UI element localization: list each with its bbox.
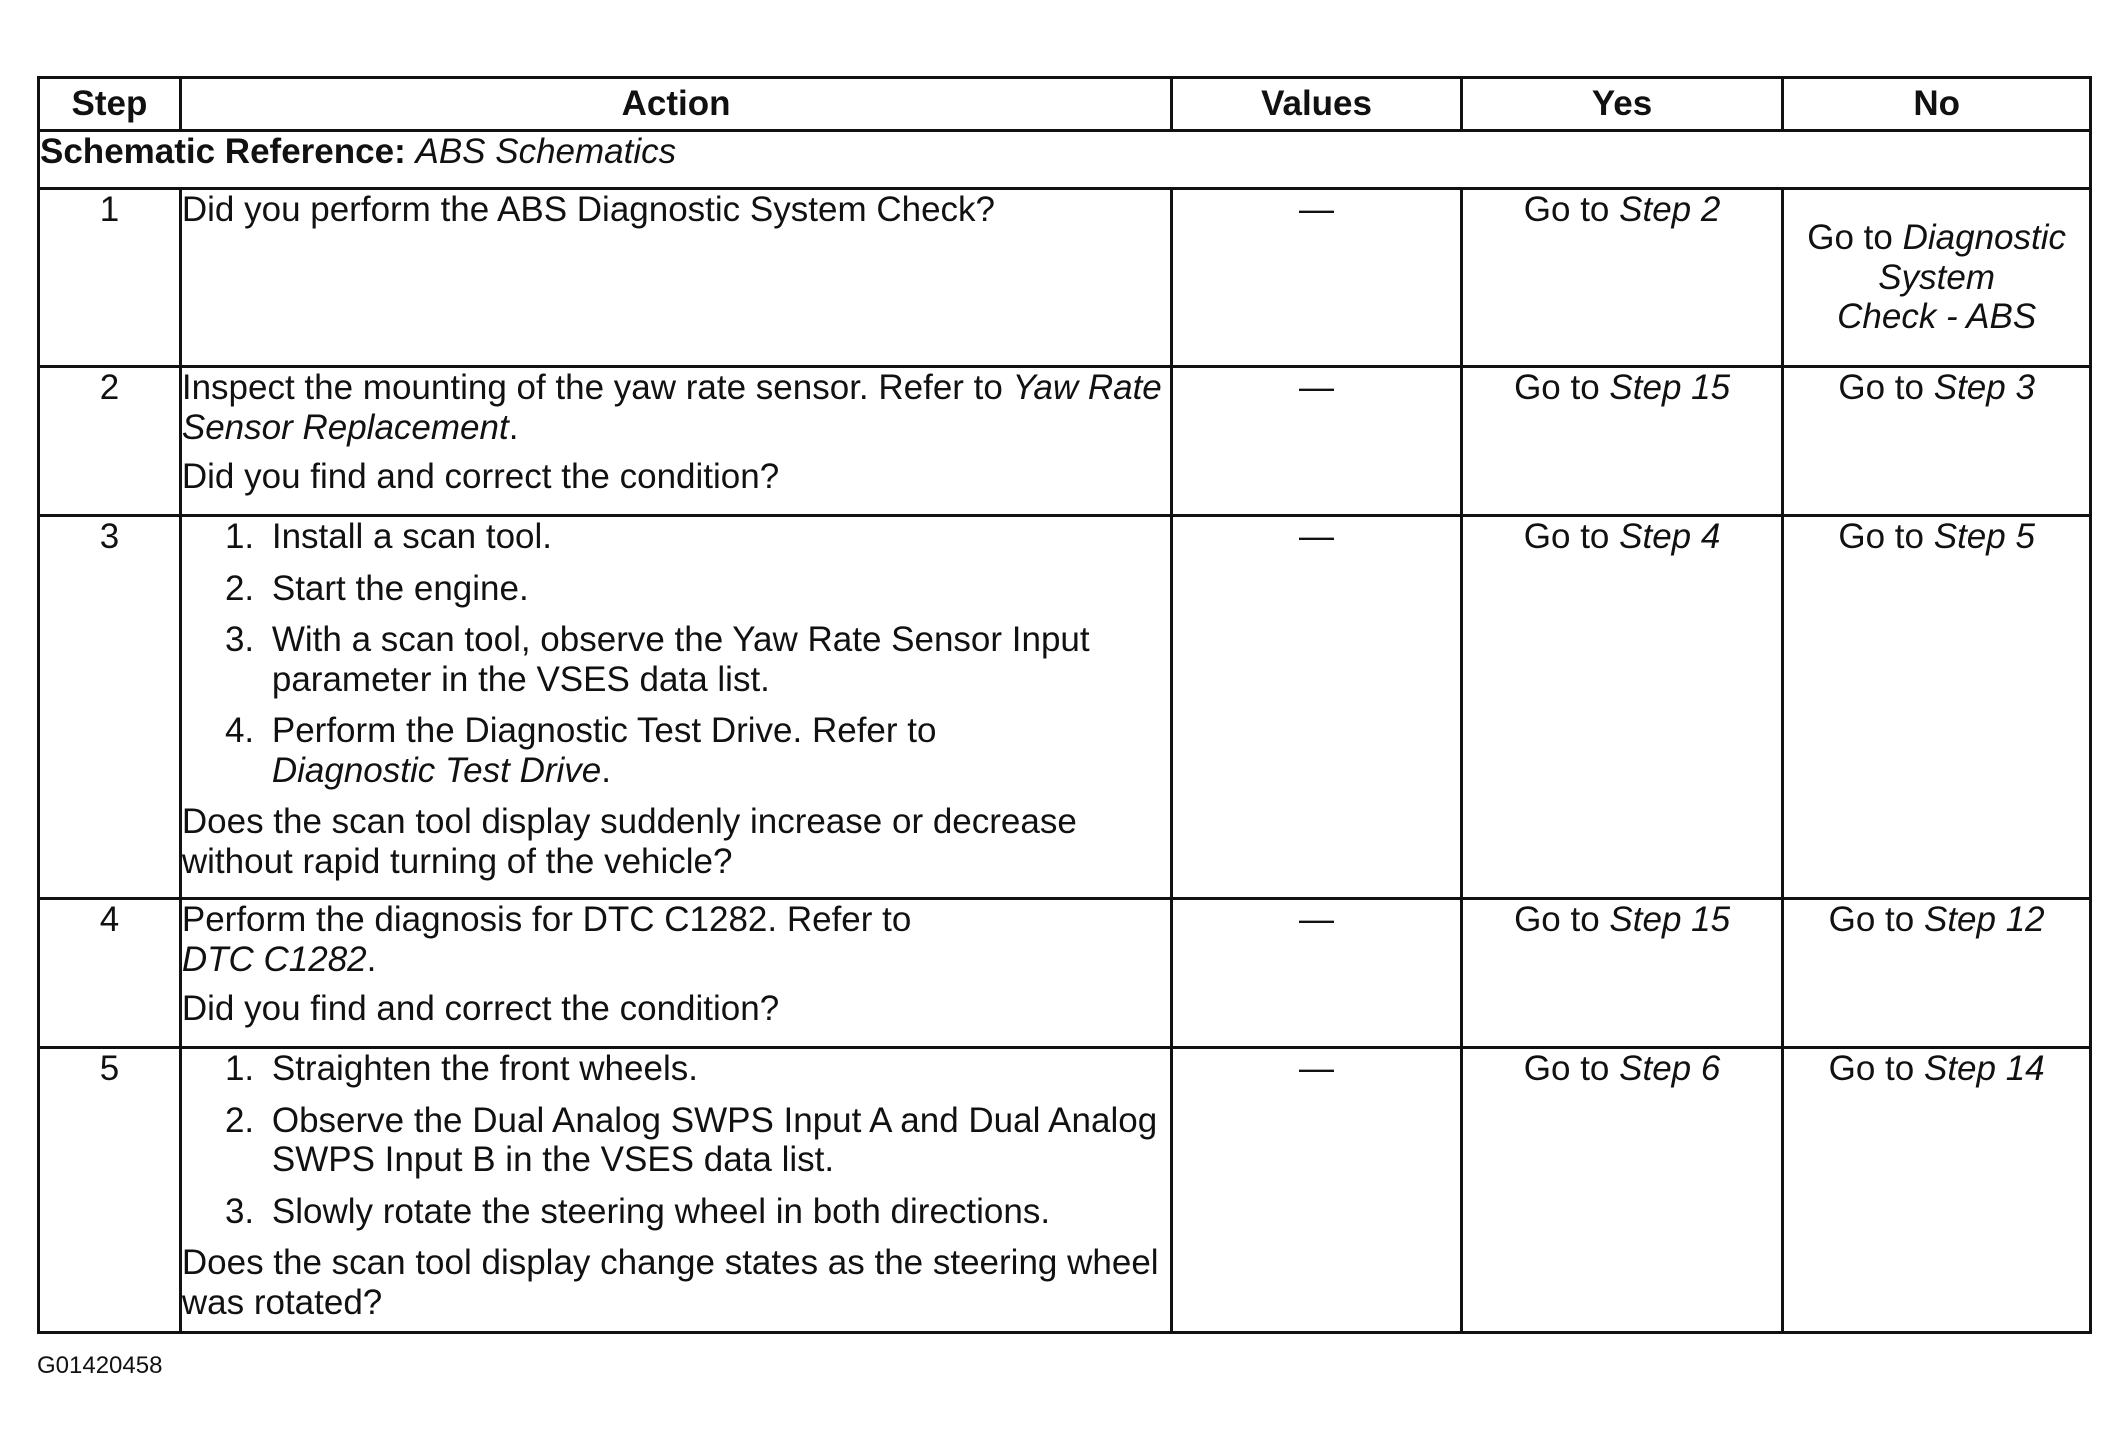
list-item: 1. Straighten the front wheels. xyxy=(264,1049,1170,1089)
goto-target: Step 6 xyxy=(1619,1049,1721,1088)
goto-target: System xyxy=(1878,257,1995,297)
no-cell xyxy=(1783,899,2091,1048)
goto-prefix: Go to xyxy=(1514,368,1600,407)
goto-prefix: Go to xyxy=(1807,218,1893,258)
header-yes: Yes xyxy=(1461,78,1782,131)
table-row xyxy=(39,367,2091,516)
goto-target: Check - ABS xyxy=(1837,297,2037,337)
action-cell: Perform the diagnosis for DTC C1282. Refer to DTC C1282. Did you find and correct the condition? xyxy=(180,899,1171,1048)
no-cell xyxy=(1783,1048,2091,1333)
list-item: 2. Start the engine. xyxy=(264,569,1170,609)
goto-target: Step 12 xyxy=(1923,900,2045,939)
instruction-list xyxy=(182,517,1170,790)
schematic-reference-label: Schematic Reference: xyxy=(40,132,406,171)
no-cell xyxy=(1783,367,2091,516)
values-cell: — xyxy=(1172,1048,1462,1333)
step-number: 3 xyxy=(39,516,181,899)
action-text: Did you perform the ABS Diagnostic System Check? xyxy=(181,190,995,229)
figure-code: G01420458 xyxy=(37,1352,163,1379)
action-cell xyxy=(180,516,1171,899)
header-no: No xyxy=(1783,78,2091,131)
table-row xyxy=(39,899,2091,1048)
list-item: 3. With a scan tool, observe the Yaw Rate Sensor Input parameter in the VSES data list. xyxy=(264,620,1170,699)
list-item: 2. Observe the Dual Analog SWPS Input A and Dual Analog SWPS Input B in the VSES data list. xyxy=(264,1101,1170,1180)
action-reference: DTC C1282 xyxy=(181,939,367,979)
goto-prefix: Go to xyxy=(1838,517,1924,556)
step-number: 2 xyxy=(39,367,181,516)
goto-target: Step 2 xyxy=(1619,190,1721,229)
table-row xyxy=(39,189,2091,367)
action-text: Inspect the mounting of the yaw rate sensor. Refer to xyxy=(181,368,1003,407)
goto-prefix: Go to xyxy=(1838,368,1924,407)
action-cell xyxy=(180,189,1171,367)
action-reference: Diagnostic Test Drive xyxy=(271,750,602,790)
schematic-reference-value: ABS Schematics xyxy=(415,132,677,171)
schematic-reference-row xyxy=(39,131,2091,189)
yes-cell xyxy=(1461,899,1782,1048)
yes-cell xyxy=(1461,189,1782,367)
step-number: 4 xyxy=(39,899,181,1048)
no-cell xyxy=(1783,516,2091,899)
header-step: Step xyxy=(39,78,181,131)
action-cell xyxy=(180,1048,1171,1333)
goto-target: Step 3 xyxy=(1933,368,2035,407)
values-cell: — xyxy=(1172,367,1462,516)
question-text: Does the scan tool display change states as the steering wheel was rotated? xyxy=(181,1243,1159,1322)
goto-prefix: Go to xyxy=(1828,900,1915,939)
goto-prefix: Go to xyxy=(1523,1049,1610,1088)
step-number: 5 xyxy=(39,1048,181,1333)
goto-target: Diagnostic xyxy=(1902,218,2067,258)
list-item: 1. Install a scan tool. xyxy=(264,517,1170,557)
goto-prefix: Go to xyxy=(1523,517,1610,556)
values-cell: — xyxy=(1172,189,1462,367)
table-row xyxy=(39,516,2091,899)
values-cell: — xyxy=(1172,899,1462,1048)
goto-target: Step 4 xyxy=(1619,517,1721,556)
yes-cell xyxy=(1461,516,1782,899)
list-item: 4. Perform the Diagnostic Test Drive. Refer to Diagnostic Test Drive. xyxy=(264,711,1170,790)
yes-cell xyxy=(1461,1048,1782,1333)
header-action: Action xyxy=(180,78,1171,131)
question-text: Did you find and correct the condition? xyxy=(181,989,780,1029)
goto-target: Step 15 xyxy=(1609,368,1731,407)
yes-cell xyxy=(1461,367,1782,516)
goto-prefix: Go to xyxy=(1523,190,1610,229)
header-row xyxy=(39,78,2091,131)
diagnostic-table xyxy=(37,76,2092,1334)
action-reference: Yaw Rate Sensor Replacement xyxy=(181,368,1162,447)
no-cell xyxy=(1783,189,2091,367)
question-text: Does the scan tool display suddenly increase or decrease without rapid turning of the vehicle? xyxy=(181,802,1077,881)
action-text: Perform the diagnosis for DTC C1282. Refer to xyxy=(181,900,912,939)
goto-target: Step 14 xyxy=(1923,1049,2045,1088)
action-cell: Inspect the mounting of the yaw rate sensor. Refer to Yaw Rate Sensor Replacement. Did you find and correct the condition? xyxy=(180,367,1171,516)
table-row xyxy=(39,1048,2091,1333)
values-cell: — xyxy=(1172,516,1462,899)
goto-prefix: Go to xyxy=(1828,1049,1915,1088)
goto-prefix: Go to xyxy=(1514,900,1600,939)
step-number: 1 xyxy=(39,189,181,367)
goto-target: Step 5 xyxy=(1933,517,2035,556)
header-values: Values xyxy=(1172,78,1462,131)
question-text: Did you find and correct the condition? xyxy=(181,457,780,497)
schematic-reference xyxy=(39,131,2091,189)
instruction-list xyxy=(182,1049,1170,1231)
goto-target: Step 15 xyxy=(1609,900,1731,939)
list-item: 3. Slowly rotate the steering wheel in both directions. xyxy=(264,1192,1170,1232)
